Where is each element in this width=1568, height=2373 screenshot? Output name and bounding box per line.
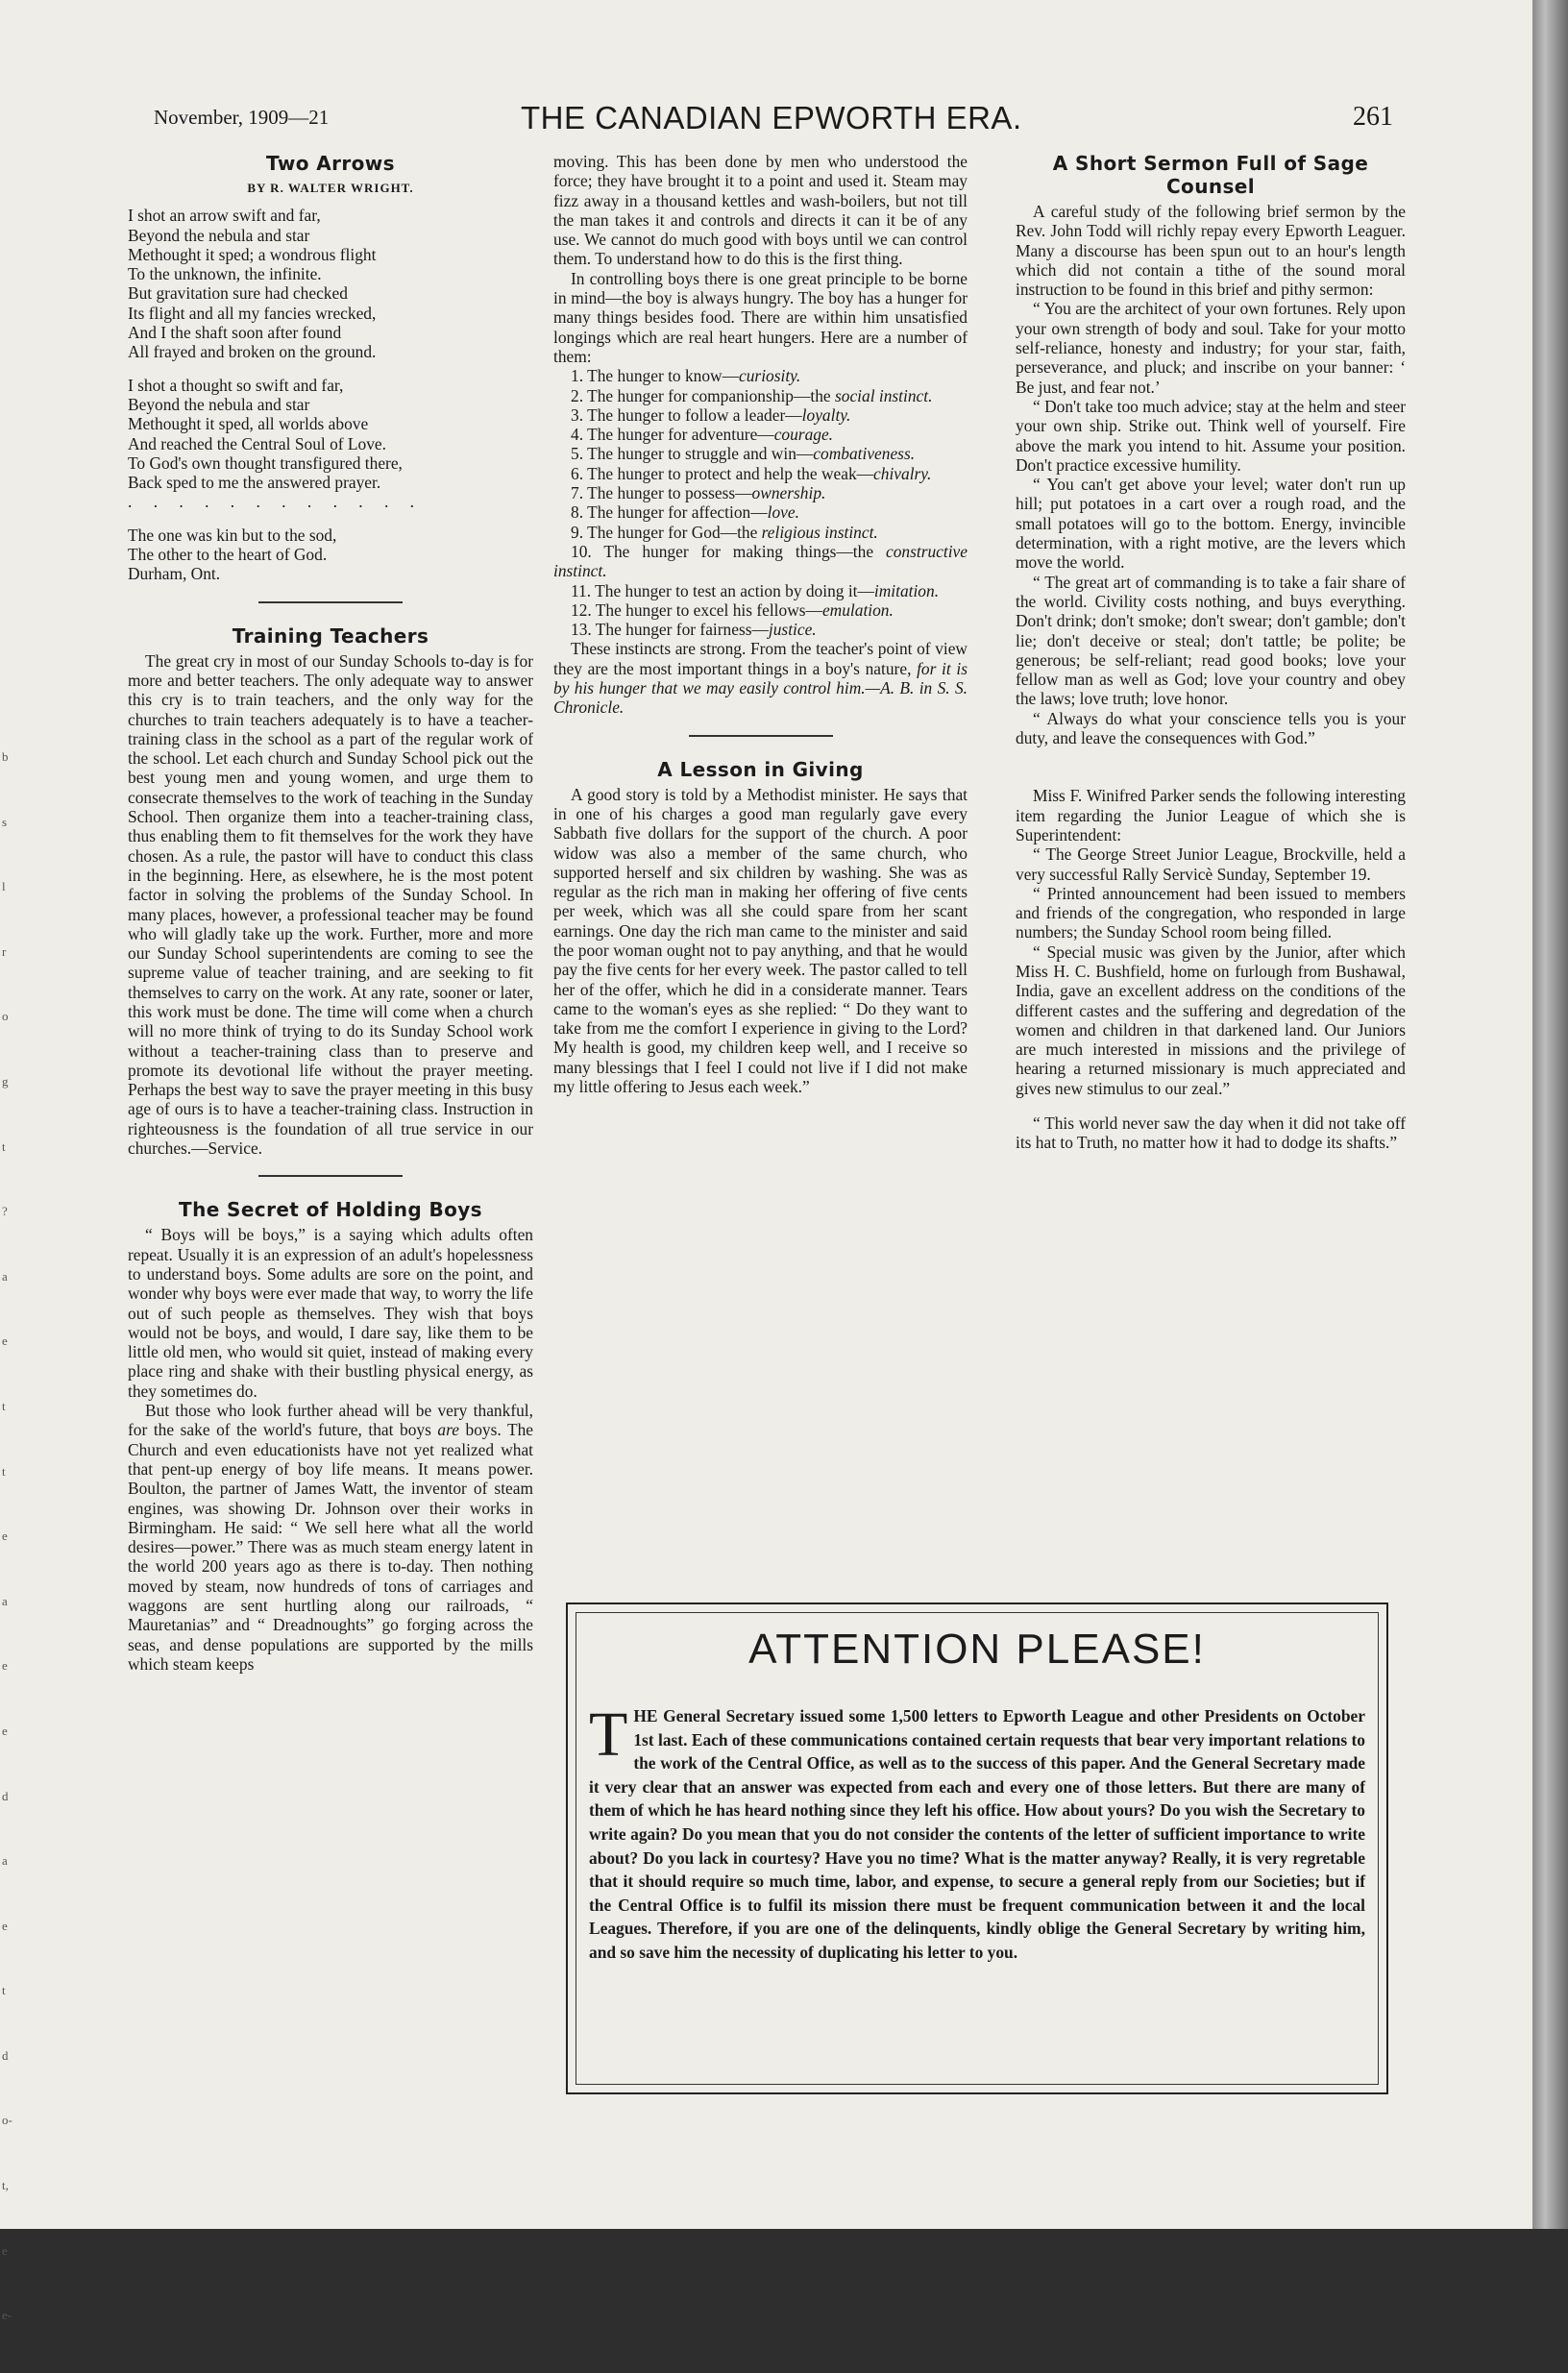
article-body-lesson-giving: A good story is told by a Methodist minister. He says that in one of his charges a good man regularly gave every Sabbath five dollars for the support of the church. A poor widow was also a member of the same church, who supported herself and six children by washing. She was as regular as the rich man in making her offering of five cents per week, which was all she could spare from her scant earnings. One day the rich man came to the minister and said the poor woman ought not to pay anything, and that he would pay the five cents for her every week. The pastor called to tell her of the offer, which he did in a considerate manner. Tears came to the woman's eyes as she replied: “ Do they want to take from me the comfort I experience in giving to the Lord? My health is good, my children keep well, and I receive so many blessings that I feel I could not live if I did not make my little offering to Jesus each week.” [553,784,968,1097]
poem-line: To God's own thought transfigured there, [128,453,403,473]
emphasis: for it is by his hunger that we may easily control him.—A. B. in S. S. Chronicle. [553,658,968,718]
edge-mark: e [2,2242,8,2258]
poem-line: And reached the Central Soul of Love. [128,433,386,453]
article-paragraph: “ Don't take too much advice; stay at the helm and steer your own ship. Strike out. Think well of yourself. Fire above the mark you intend to hit. Assume your position. Don't practice excessive humility. [1016,396,1407,475]
list-item-emphasis: social instinct. [834,385,933,405]
hunger-list [553,366,968,639]
edge-mark: ? [2,1204,8,1219]
list-item [553,464,968,483]
list-item [553,581,968,600]
spacer [1016,747,1406,786]
list-item-emphasis: courage. [773,425,834,445]
poem-line: Its flight and all my fancies wrecked, [128,303,377,323]
list-item-text: 11. The hunger to test an action by doing it— [571,580,874,600]
attention-body [589,1700,1365,1965]
text-run: boys. The Church and even educationists have not yet realized what that pent-up energy of boy life means. It means power. Boulton, the partner of James Watt, the inventor of steam engines, was showing Dr. Johnson over their works in Birmingham. He said: “ We sell here what all the world desires—power.” There was as much steam energy latent in the world 200 years ago as there is to-day. Then nothing moved by steam, now hundreds of tons of carriages and waggons are sent hurtling along our railroads, “ Mauretanias” and “ Dreadnoughts” go forging across the seas, and dense populations are supported by the mills which steam keeps [128,1420,533,1674]
poem-line: Back sped to me the answered prayer. [128,473,381,493]
edge-mark: e [2,1658,8,1674]
article-title-short-sermon: A Short Sermon Full of Sage Counsel [1052,152,1369,198]
attention-title: ATTENTION PLEASE! [748,1626,1206,1673]
list-item [553,620,968,639]
list-item-emphasis: emulation. [821,599,894,620]
article-paragraph: “ Printed announcement had been issued to members and friends of the congregation, who responded in large numbers; the Sunday School room being filled. [1016,883,1406,942]
emphasis: are [437,1420,459,1440]
list-item [553,542,968,581]
list-item-text: 10. The hunger for making things—the [571,541,886,561]
article-paragraph: moving. This has been done by men who understood the force; they have brought it to a point and used it. Steam may fizz away in a thousand kettles and wash-boilers, but not till the man takes it and controls and directs it can it be of any use. We cannot do much good with boys until we can control them. To understand how to do this is the first thing. [553,152,968,269]
list-item-text: 12. The hunger to excel his fellows— [571,599,822,620]
divider-rule [258,601,403,603]
list-item-text: 2. The hunger for companionship—the [571,385,835,405]
byline: BY R. WALTER WRIGHT. [247,181,414,195]
edge-mark: e- [2,2308,12,2323]
list-item-emphasis: ownership. [751,483,826,503]
edge-mark: d [2,1788,9,1803]
list-item-text: 7. The hunger to possess— [571,483,752,503]
list-item-emphasis: constructive instinct. [553,541,968,581]
poem-line: I shot an arrow swift and far, [128,206,321,226]
article-paragraph [128,1401,533,1674]
list-item-text: 8. The hunger for affection— [571,502,768,523]
text-run: These instincts are strong. From the teacher's point of view they are the most important things in a boy's nature, [553,639,968,678]
list-item [553,386,968,405]
edge-mark: b [2,749,9,764]
article-body-training-teachers: The great cry in most of our Sunday Schools to-day is for more and better teachers. The only adequate way to answer this cry is to train teachers, and the only way for the churches to train teachers adequately is to have a teacher-training class in the school as a part of the regular work of the school. Let each church and Sunday School pick out the best young men and young women, and urge them to consecrate themselves to the work of teaching in the Sunday School. Then organize them into a teacher-training class, thus enabling them to fit themselves for the work they have chosen. As a rule, the pastor will have to conduct this class in the beginning. Here, as elsewhere, he is the most potent factor in solving the problems of the Sunday School. In many places, however, a professional teacher may be found who will gladly take up the work. Further, more and more our Sunday School superintendents are coming to see the supreme value of teacher training, and are seeking to fit themselves to carry on the work. At any rate, sooner or later, this work must be done. The time will come when a church will no more think of trying to do its Sunday School work without a teacher-training class than to preserve and promote its devotional life without the prayer meeting. Perhaps the best way to save the prayer meeting in this busy age of ours is to have a teacher-training class. Instruction in righteousness is the foundation of all true service in our churches.—Service. [128,650,533,1159]
column-middle [553,152,968,1096]
list-item-emphasis: curiosity. [739,366,801,386]
list-item [553,483,968,502]
edge-mark: e [2,1333,8,1349]
list-item-text: 1. The hunger to know— [571,366,740,386]
list-item-emphasis: combativeness. [813,444,916,464]
poem-two-arrows [128,206,533,583]
article-title-training-teachers: Training Teachers [232,624,429,648]
article-paragraph: A careful study of the following brief sermon by the Rev. John Todd will richly repay every Epworth Leaguer. Many a discourse has been spun out to an hour's length which did not contain a tithe of the sound moral instruction to be found in this brief and pithy sermon: [1016,202,1406,300]
edge-mark: e [2,1723,8,1738]
column-left [128,152,533,1674]
poem-line: Beyond the nebula and star [128,225,310,245]
edge-mark: t [2,1398,6,1413]
adjacent-page-edge [2,749,15,2373]
article-paragraph: Miss F. Winifred Parker sends the following interesting item regarding the Junior League of which she is Superintendent: [1016,786,1406,844]
edge-mark: s [2,814,8,829]
drop-cap: T [589,1700,628,1770]
list-item-text: 13. The hunger for fairness— [571,620,769,640]
spacer [1016,1098,1406,1113]
edge-mark: t [2,1983,6,1998]
article-paragraph: “ You are the architect of your own fortunes. Rely upon your own strength of body and soul. Take for your motto self-reliance, honesty and industry; for your star, faith, perseverance, and pluck; and inscribe on your banner: ‘ Be just, and fear not.’ [1016,299,1406,397]
page-number: 261 [1353,102,1393,132]
article-paragraph [553,639,968,717]
poem-line: But gravitation sure had checked [128,283,348,304]
edge-mark: t [2,1463,6,1479]
list-item-text: 4. The hunger for adventure— [571,425,774,445]
list-item-emphasis: loyalty. [801,404,851,425]
article-paragraph: “ Special music was given by the Junior, after which Miss H. C. Bushfield, home on furlough from Bushawal, India, gave an excellent address on the conditions of the different castes and the suffering and degredation of the women and children in that darkened land. Our Juniors are much interested in missions and the privilege of hearing a returned missionary is much appreciated and gives new stimulus to our zeal.” [1016,942,1406,1098]
list-item [553,405,968,425]
list-item [553,523,968,542]
list-item [553,600,968,620]
edge-mark: d [2,2047,9,2063]
edge-mark: g [2,1073,9,1089]
list-item-emphasis: justice. [768,620,817,640]
poem-line: Methought it sped, all worlds above [128,414,369,434]
edge-mark: t, [2,2178,9,2193]
poem-line: To the unknown, the infinite. [128,264,322,284]
poem-line: Methought it sped; a wondrous flight [128,244,377,264]
list-item-emphasis: love. [767,502,799,523]
edge-mark: t [2,1138,6,1154]
page-binding-edge [1532,0,1568,2229]
divider-rule [689,735,833,737]
page-header [154,100,1393,138]
poem-stanza [128,526,533,584]
edge-mark: a [2,1853,8,1869]
masthead-title: THE CANADIAN EPWORTH ERA. [521,100,1022,135]
article-paragraph: “ Boys will be boys,” is a saying which adults often repeat. Usually it is an expression of an adult's hopelessness to understand boys. Some adults are sore on the point, and wonder why boys were ever made that way, to worry the life out of such people as themselves. They wish that boys would not be boys, and would, I dare say, like them to be little old men, who would sit quiet, instead of making every place ring and shake with their bustling physical energy, as they sometimes do. [128,1225,533,1401]
poem-line: And I the shaft soon after found [128,323,342,343]
poem-line: The other to the heart of God. [128,545,328,565]
attention-notice-box [566,1602,1388,2094]
edge-mark: a [2,1268,8,1284]
edge-mark: a [2,1593,8,1608]
poem-stanza [128,376,533,512]
article-title-two-arrows: Two Arrows [266,152,395,175]
edge-mark: r [2,943,7,959]
list-item [553,425,968,444]
poem-place: Durham, Ont. [128,564,221,584]
article-paragraph: “ The George Street Junior League, Brockville, held a very successful Rally Servicè Sunday, September 19. [1016,844,1406,884]
poem-line: I shot a thought so swift and far, [128,375,344,395]
article-paragraph: “ Always do what your conscience tells you is your duty, and leave the consequences with God.” [1016,708,1406,748]
article-paragraph: “ The great art of commanding is to take a fair share of the world. Civility costs nothing, and buys everything. Don't drink; don't smoke; don't swear; don't gamble; don't lie; don't deceive or steal; don't tattle; be polite; be generous; be self-reliant; read good books; love your fellow man as well as God; love your country and obey the laws; love truth; love honor. [1016,572,1406,709]
attention-text: HE General Secretary issued some 1,500 letters to Epworth League and other Presidents on October 1st last. Each of these communications contained certain requests that bear very important relations to the work of the Central Office, as well as to the success of this paper. And the General Secretary made it very clear that an answer was expected from each and every one of those letters. But there are many of them of which he has heard nothing since they left his office. How about yours? Do you wish the Secretary to write again? Do you mean that you do not consider the contents of the letter of sufficient importance to write about? Do you lack in courtesy? Have you no time? What is the matter anyway? Really, it is very regretable that it should require so much time, labor, and expense, to secure a general reply from our Societies; but if the Central Office is to fulfil its mission there must be frequent communication between it and the local Leagues. Therefore, if you are one of the delinquents, kindly oblige the General Secretary by writing him, and so save him the necessity of duplicating his letter to you. [589,1706,1365,1962]
article-title-holding-boys: The Secret of Holding Boys [179,1198,482,1222]
list-item-emphasis: imitation. [873,580,940,600]
edge-mark: l [2,879,6,894]
poem-stanza [128,206,533,361]
list-item [553,502,968,522]
quote-truth: “ This world never saw the day when it did not take off its hat to Truth, no matter how it had to dodge its shafts.” [1016,1113,1406,1153]
list-item [553,366,968,385]
list-item-text: 6. The hunger to protect and help the weak— [571,463,874,483]
list-item [553,444,968,463]
poem-line: The one was kin but to the sod, [128,525,337,545]
list-item-text: 9. The hunger for God—the [571,522,762,542]
article-title-lesson-giving: A Lesson in Giving [657,757,864,781]
poem-line: Beyond the nebula and star [128,394,310,414]
edge-mark: e [2,1918,8,1933]
issue-date: November, 1909—21 [154,106,330,129]
list-item-text: 3. The hunger to follow a leader— [571,404,802,425]
poem-line: All frayed and broken on the ground. [128,342,377,362]
edge-mark: o [2,1009,9,1024]
edge-mark: o- [2,2113,12,2128]
edge-mark: e [2,1529,8,1544]
list-item-emphasis: religious instinct. [761,522,878,542]
text-run: But those who look further ahead will be very thankful, for the sake of the world's future, that boys [128,1401,533,1440]
column-right [1016,152,1406,1153]
list-item-text: 5. The hunger to struggle and win— [571,444,814,464]
article-paragraph: In controlling boys there is one great principle to be borne in mind—the boy is always hungry. The boy has a hunger for many things besides food. There are within him unsatisfied longings which are real heart hungers. Here are a number of them: [553,268,968,366]
divider-rule [258,1175,403,1177]
list-item-emphasis: chivalry. [873,463,932,483]
article-paragraph: “ You can't get above your level; water don't run up hill; put potatoes in a cart over a rough road, and the small potatoes will go to the bottom. Energy, invincible determination, with a right motive, are the levers which move the world. [1016,475,1406,573]
poem-dots: . . . . . . . . . . . . [128,492,423,512]
